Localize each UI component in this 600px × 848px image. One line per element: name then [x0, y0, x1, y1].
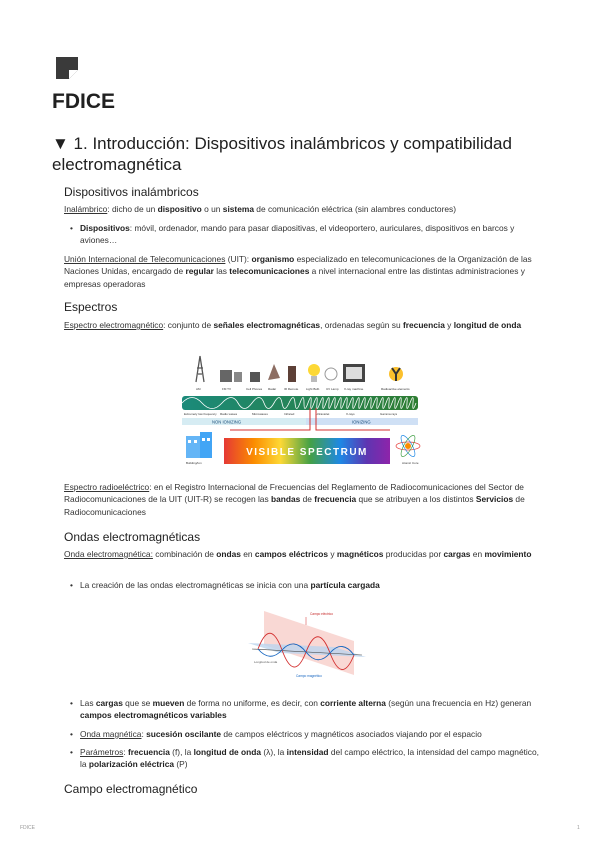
paragraph-onda-em: Onda electromagnética: combinación de ondas en campos eléctricos y magnéticos producidas por cargas en movimiento [64, 549, 532, 559]
atom-icon [396, 434, 420, 459]
non-ionizing-label: NON IONIZING [212, 419, 242, 425]
icon-label: UV Lamp [326, 387, 339, 391]
icon-label: Radioactive elements [381, 387, 410, 391]
section-heading[interactable]: ▼ 1. Introducción: Dispositivos inalámbricos y compatibilidad electromagnética [52, 134, 512, 174]
radio-icon [234, 372, 242, 382]
tv-icon [220, 370, 232, 382]
heading-campo: Campo electromagnético [64, 782, 198, 796]
icon-label: Light Bulb [306, 387, 320, 391]
ionizing-label: IONIZING [352, 419, 371, 425]
icon-label: X-ray machine [344, 387, 364, 391]
band-label: Extremely low frequency [184, 412, 217, 416]
atom-caption: Atomic Core [402, 461, 419, 465]
spectrum-icons [196, 356, 403, 382]
icon-label: IR Remote [284, 387, 299, 391]
footer-title: FDICE [20, 825, 35, 831]
remote-icon [288, 366, 296, 382]
document-logo-icon [56, 57, 78, 79]
building-icon [186, 432, 212, 458]
list-item-particula: • La creación de las ondas electromagnéticas se inicia con una partícula cargada [70, 580, 380, 590]
document-title: FDICE [52, 90, 115, 113]
em-wave-figure [244, 605, 370, 683]
icon-label: FM TV [222, 387, 231, 391]
heading-dispositivos: Dispositivos inalámbricos [64, 185, 199, 199]
cell-phone-icon [250, 372, 260, 382]
band-label: X-rays [346, 412, 355, 416]
band-label: Gamma rays [380, 412, 398, 416]
electromagnetic-spectrum-figure [176, 352, 424, 470]
label-wavelength: Longitud de onda [254, 660, 278, 664]
paragraph-espectro-em: Espectro electromagnético: conjunto de señales electromagnéticas, ordenadas según su frecuencia y longitud de onda [64, 320, 522, 330]
band-label: Radio waves [220, 412, 238, 416]
non-ionizing-bar [182, 418, 306, 425]
label-magnetic-field: Campo magnético [296, 674, 322, 678]
label-electric-field: Campo eléctrico [310, 612, 334, 616]
footer-page-number: 1 [577, 825, 580, 831]
band-label: Ultraviolet [316, 412, 330, 416]
light-bulb-icon [308, 364, 320, 376]
icon-label: Radar [268, 387, 277, 391]
paragraph-inalambrico: Inalámbrico: dicho de un dispositivo o un sistema de comunicación eléctrica (sin alambres conductores) [64, 204, 457, 214]
electric-plane [264, 611, 354, 675]
list-item-onda-magnetica: • Onda magnética: sucesión oscilante de campos eléctricos y magnéticos asociados viajando por el espacio [70, 729, 482, 739]
band-label: Microwaves [252, 412, 268, 416]
icon-label: Cell Phones [246, 387, 263, 391]
paragraph-uit: Unión Internacional de Telecomunicaciones (UIT): organismo especializado en telecomunicaciones de la Organización de las Naciones Unidas, encargado de regular las telecomunicaciones a nivel internacional entre las distintas administraciones y empresas operadoras [64, 254, 532, 289]
list-item-cargas: • Las cargas que se mueven de forma no uniforme, es decir, con corriente alterna (según una frecuencia en Hz) generan campos electromagnéticos variables [70, 698, 532, 721]
list-item-dispositivos: • Dispositivos: móvil, ordenador, mando para pasar diapositivas, el videoportero, auriculares, dispositivos en barcos y aviones… [70, 223, 515, 246]
list-item-parametros: • Parámetros: frecuencia (f), la longitud de onda (λ), la intensidad del campo eléctrico, la intensidad del campo magnético, la polarización eléctrica (P) [70, 747, 539, 770]
band-label: Infrared [284, 412, 295, 416]
heading-espectros: Espectros [64, 300, 118, 314]
heading-ondas: Ondas electromagnéticas [64, 530, 201, 544]
uv-lamp-icon [325, 368, 337, 380]
radar-icon [268, 364, 280, 380]
paragraph-espectro-radio: Espectro radioeléctrico: en el Registro Internacional de Frecuencias del Reglamento de Radiocomunicaciones del Sector de Radiocomunicaciones de la UIT (UIT-R) se recogen las bandas de frecuencia que se atribuyen a los distintos Servicios de Radiocomunicaciones [64, 482, 525, 517]
radio-tower-icon [196, 356, 204, 382]
icon-label: AM [196, 387, 201, 391]
building-caption: Building/Ion [186, 461, 202, 465]
visible-spectrum-label: VISIBLE SPECTRUM [246, 447, 368, 458]
